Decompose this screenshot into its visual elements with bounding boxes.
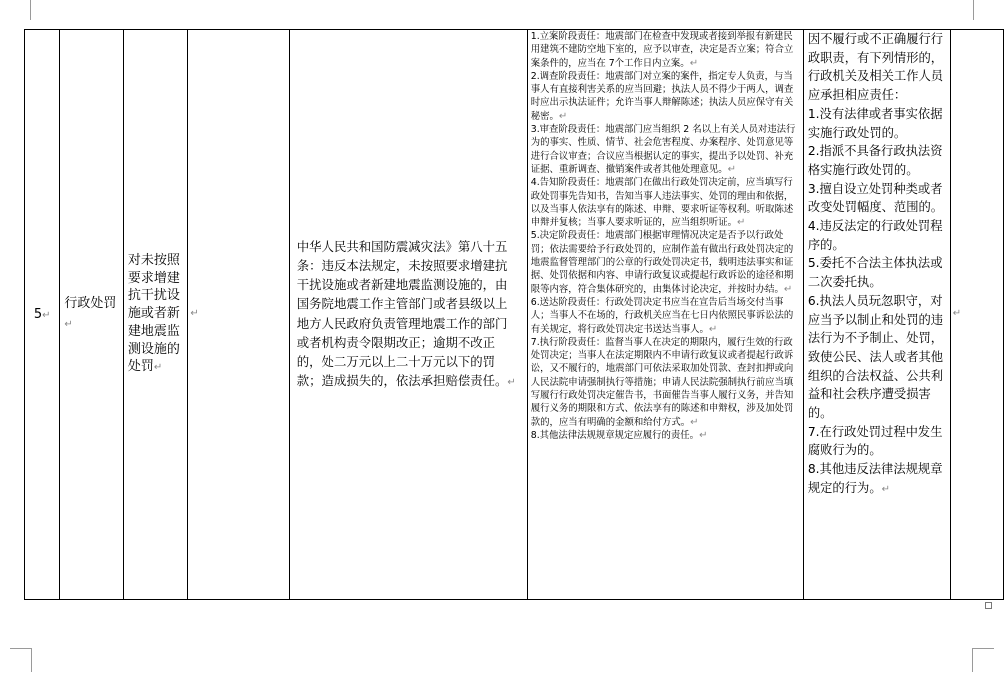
responsibility-cell [527,30,803,600]
category-cell [60,30,124,600]
liability-item: 2.指派不具备行政执法资格实施行政处罚的。 [807,144,943,177]
paragraph-mark: ↵ [190,307,199,319]
liability-item: 1.没有法律或者事实依据实施行政处罚的。 [807,106,943,140]
crop-mark-top-right-v [973,0,974,20]
paragraph-mark: ↵ [64,319,73,330]
table-end-handle[interactable] [985,602,992,609]
crop-mark-top-left-v [30,0,31,20]
legal-basis-cell [289,30,527,600]
category-text: 行政处罚 [64,296,117,311]
crop-mark-bottom-right-h [972,648,994,649]
responsibility-item: 2.调查阶段责任：地震部门对立案的案件，指定专人负责，与当事人有直接利害关系的应当回避；执法人员不得少于两人，调查时应出示执法证件；允许当事人辩解陈述；执法人员应保守有关秘密。↵ [530,70,794,122]
item-name-text: 对未按照要求增建抗干扰设施或者新建地震监测设施的处罚 [127,252,180,375]
paragraph-mark: ↵ [507,377,516,389]
responsibility-item: 5.决定阶段责任：地震部门根据审理情况决定是否予以行政处罚；依法需要给予行政处罚的，应制作盖有做出行政处罚决定的地震监督管理部门的公章的行政处罚决定书，载明违法事实和证据、处罚依据和内容、申请行政复议或提起行政诉讼的途径和期限等内容，符合集体研究的，由集体讨论决定，并按时办结。↵ [530,230,794,295]
crop-mark-bottom-left-v [31,648,32,672]
responsibility-item: 1.立案阶段责任：地震部门在检查中发现或者接到举报有新建民用建筑不建防空地下室的，应予以审查，决定是否立案；符合立案条件的，应当在 7个工作日内立案。↵ [530,31,794,69]
liability-item: 7.在行政处罚过程中发生腐败行为的。 [807,424,943,458]
legal-basis-text: 中华人民共和国防震减灾法》第八十五条：违反本法规定，未按照要求增建抗干扰设施或者新建地震监测设施的，由国务院地震工作主管部门或者县级以上地方人民政府负责管理地震工作的部门或者机构责令限期改正；逾期不改正的，处二万元以上二十万元以下的罚款；造成损失的，依法承担赔偿责任。 [296,238,508,389]
paragraph-mark: ↵ [952,307,962,319]
duty-list-table [24,29,1004,600]
item-number: 5 [33,307,43,322]
responsibility-item: 6.送达阶段责任：行政处罚决定书应当在宣告后当场交付当事人；当事人不在场的，行政机关应当在七日内依照民事诉讼法的有关规定，将行政处罚决定书送达当事人。↵ [530,296,794,335]
table-row [25,30,1004,600]
responsibility-item: 7.执行阶段责任：监督当事人在决定的期限内，履行生效的行政处罚决定；当事人在法定期限内不申请行政复议或者提起行政诉讼，又不履行的，地震部门可依法采取加处罚款、查封扣押或向人民法院申请强制执行等措施；申请人民法院强制执行前应当填写履行行政处罚决定催告书，书面催告当事人履行义务，并告知履行义务的期限和方式、依法享有的陈述和申辩权，涉及加处罚款的，应当有明确的金额和给付方式。↵ [530,336,794,428]
crop-mark-bottom-right-v [972,648,973,672]
remarks-cell [950,30,1003,600]
liability-cell [803,30,950,600]
liability-intro: 因不履行或不正确履行行政职责，有下列情形的，行政机关及相关工作人员应承担相应责任： [807,32,944,103]
liability-item: 5.委托不合法主体执法或二次委托执。 [807,256,943,290]
liability-item: 6.执法人员玩忽职守，对应当予以制止和处罚的违法行为不予制止、处罚，致使公民、法人或者其他组织的合法权益、公共利益和社会秩序遭受损害的。 [807,293,944,421]
liability-item: 8.其他违反法律法规规章规定的行为。↵ [807,462,943,495]
sub-item-cell [188,30,289,600]
liability-item: 4.违反法定的行政处罚程序的。 [807,219,943,252]
paragraph-mark: ↵ [153,362,163,374]
liability-item: 3.擅自设立处罚种类或者改变处罚幅度、范围的。 [807,181,944,215]
item-number-cell [25,30,60,600]
item-name-cell [123,30,187,600]
paragraph-mark: ↵ [42,310,51,321]
responsibility-item: 8.其他法律法规规章规定应履行的责任。↵ [530,429,708,441]
responsibility-item: 4.告知阶段责任：地震部门在做出行政处罚决定前，应当填写行政处罚事先告知书，告知当事人违法事实、处罚的理由和依据，以及当事人依法享有的陈述、申辩、要求听证等权利。听取陈述申辩并复核；当事人要求听证的，应当组织听证。↵ [530,177,794,229]
responsibility-item: 3.审查阶段责任：地震部门应当组织 2 名以上有关人员对违法行为的事实、性质、情节、社会危害程度、办案程序、处罚意见等进行合议审查；合议应当根据认定的事实，提出予以处罚、补充证据、重新调查、撤销案件或者其他处理意见。↵ [530,124,796,175]
crop-mark-bottom-left-h [10,648,32,649]
